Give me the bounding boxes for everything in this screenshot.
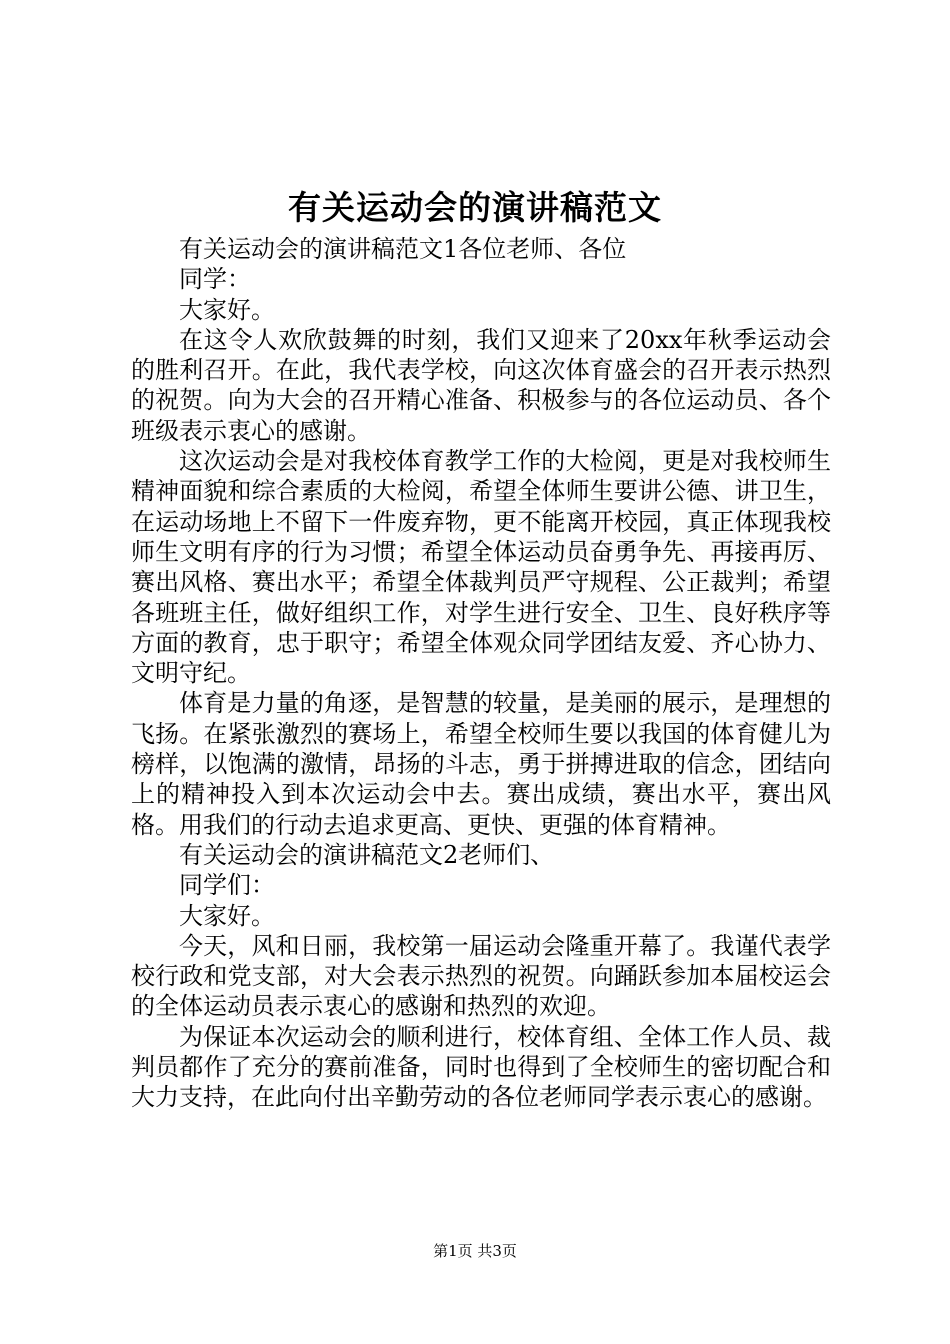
paragraph: 在这令人欢欣鼓舞的时刻，我们又迎来了20xx年秋季运动会的胜利召开。在此，我代表学校，向这次体育盛会的召开表示热烈的祝贺。向为大会的召开精心准备、积极参与的各位运动员、各个班级表示衷心的感谢。 — [131, 325, 831, 445]
paragraph: 今天，风和日丽，我校第一届运动会隆重开幕了。我谨代表学校行政和党支部，对大会表示热烈的祝贺。向踊跃参加本届校运会的全体运动员表示衷心的感谢和热烈的欢迎。 — [131, 931, 831, 1021]
paragraph: 体育是力量的角逐，是智慧的较量，是美丽的展示，是理想的飞扬。在紧张激烈的赛场上，希望全校师生要以我国的体育健儿为榜样，以饱满的激情，昂扬的斗志，勇于拼搏进取的信念，团结向上的精神投入到本次运动会中去。赛出成绩，赛出水平，赛出风格。用我们的行动去追求更高、更快、更强的体育精神。 — [131, 689, 831, 839]
paragraph: 有关运动会的演讲稿范文2老师们、 — [179, 840, 555, 869]
paragraph: 为保证本次运动会的顺利进行，校体育组、全体工作人员、裁判员都作了充分的赛前准备，同时也得到了全校师生的密切配合和大力支持，在此向付出辛勤劳动的各位老师同学表示衷心的感谢。 — [131, 1022, 831, 1112]
document-title: 有关运动会的演讲稿范文 — [288, 188, 662, 227]
paragraph: 大家好。 — [179, 901, 275, 930]
paragraph: 大家好。 — [179, 295, 275, 324]
paragraph: 这次运动会是对我校体育教学工作的大检阅，更是对我校师生精神面貌和综合素质的大检阅，希望全体师生要讲公德、讲卫生，在运动场地上不留下一件废弃物，更不能离开校园，真正体现我校师生文明有序的行为习惯；希望全体运动员奋勇争先、再接再厉、赛出风格、赛出水平；希望全体裁判员严守规程、公正裁判；希望各班班主任，做好组织工作，对学生进行安全、卫生、良好秩序等方面的教育，忠于职守；希望全体观众同学团结友爱、齐心协力、文明守纪。 — [131, 447, 831, 688]
paragraph: 同学们： — [179, 871, 275, 900]
page-footer: 第1页 共3页 — [433, 1242, 517, 1260]
paragraph: 同学： — [179, 265, 251, 294]
paragraph: 有关运动会的演讲稿范文1各位老师、各位 — [179, 235, 627, 263]
document-body — [131, 234, 831, 1113]
